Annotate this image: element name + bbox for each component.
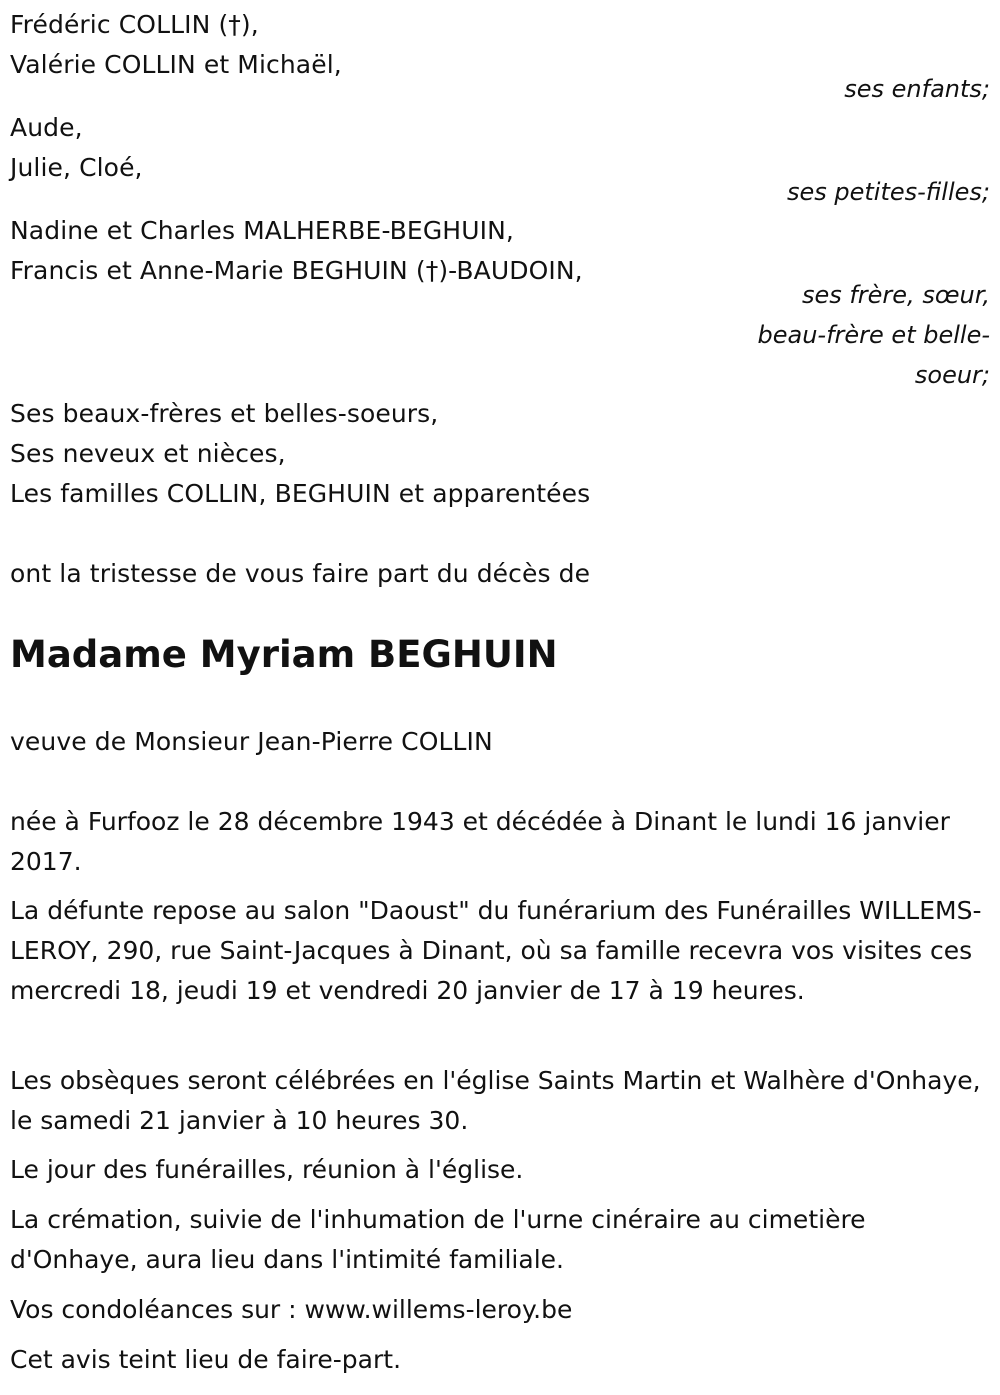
widow-of-text: veuve de Monsieur Jean-Pierre COLLIN [10,727,493,756]
meeting-paragraph: Le jour des funérailles, réunion à l'église. [10,1155,524,1184]
others-line-1: Ses beaux-frères et belles-soeurs, [10,399,439,428]
siblings-role-line-2: beau-frère et belle- [757,321,990,349]
birth-death-paragraph: née à Furfooz le 28 décembre 1943 et décédée à Dinant le lundi 16 janvier 2017. [10,807,950,876]
deceased-name: Madame Myriam BEGHUIN [10,633,558,676]
granddaughters-role: ses petites-filles; [786,178,990,206]
others-line-3: Les familles COLLIN, BEGHUIN et apparentées [10,479,591,508]
notice-paragraph: Cet avis teint lieu de faire-part. [10,1345,402,1374]
funeral-paragraph: Les obsèques seront célébrées en l'église Saints Martin et Walhère d'Onhaye, le samedi 21 janvier à 10 heures 30. [10,1066,981,1135]
siblings-role-line-3: soeur; [914,361,990,389]
announcement-text: ont la tristesse de vous faire part du décès de [10,559,591,588]
condolences-paragraph: Vos condoléances sur : www.willems-leroy.be [10,1295,573,1324]
visitation-paragraph: La défunte repose au salon "Daoust" du funérarium des Funérailles WILLEMS-LEROY, 290, rue Saint-Jacques à Dinant, où sa famille recevra vos visites ces mercredi 18, jeudi 19 et vendredi 20 janvier de 17 à 19 heures. [10,896,982,1005]
cremation-paragraph: La crémation, suivie de l'inhumation de l'urne cinéraire au cimetière d'Onhaye, aura lieu dans l'intimité familiale. [10,1205,866,1274]
granddaughter-line-1: Aude, [10,113,83,142]
sibling-line-2: Francis et Anne-Marie BEGHUIN (†)-BAUDOIN, [10,256,583,285]
child-line-2: Valérie COLLIN et Michaël, [10,50,342,79]
sibling-line-1: Nadine et Charles MALHERBE-BEGHUIN, [10,216,514,245]
granddaughter-line-2: Julie, Cloé, [10,153,143,182]
siblings-role-line-1: ses frère, sœur, [801,281,990,309]
children-role: ses enfants; [844,75,990,103]
child-line-1: Frédéric COLLIN (†), [10,10,259,39]
others-line-2: Ses neveux et nièces, [10,439,286,468]
